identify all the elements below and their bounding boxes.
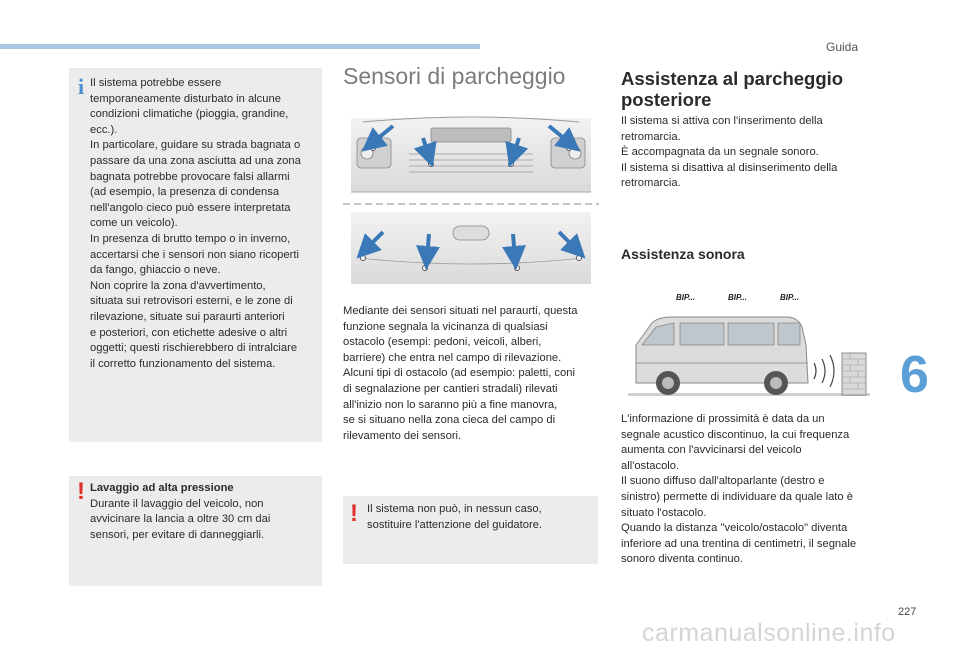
- bip-label: BIP...: [676, 293, 695, 302]
- text-line: ecc.).: [90, 123, 118, 136]
- text-line: retromarcia.: [621, 177, 681, 190]
- text-line: situata sui retrovisori esterni, e le zone di: [90, 295, 293, 308]
- text-line: Mediante dei sensori situati nel paraurti, questa: [343, 305, 578, 317]
- text-line: nell'angolo cieco può essere interpretata: [90, 201, 291, 214]
- text-line: In particolare, guidare su strada bagnata o: [90, 139, 301, 152]
- text-line: Il sistema non può, in nessun caso,: [367, 503, 542, 515]
- watermark: carmanualsonline.info: [642, 619, 896, 647]
- bip-label: BIP...: [780, 293, 799, 302]
- text-line: bagnata potrebbe provocare falsi allarmi: [90, 170, 290, 183]
- text-line: segnale acustico discontinuo, la cui frequenza: [621, 428, 850, 441]
- text-line: passare da una zona asciutta ad una zona: [90, 154, 301, 167]
- text-line: di segnalazione per cantieri stradali) rilevati: [343, 382, 558, 395]
- warning-icon: !: [77, 478, 85, 505]
- text-line: il corretto funzionamento del sistema.: [90, 357, 276, 370]
- text-line: retromarcia.: [621, 130, 681, 143]
- warning-attention-text: [367, 502, 595, 533]
- text-line: avvicinare la lancia a oltre 30 cm dai: [90, 513, 271, 526]
- rear-assist-title: [621, 68, 871, 110]
- text-line: Quando la distanza "veicolo/ostacolo" diventa: [621, 522, 848, 535]
- text-line: aumenta con l'avvicinarsi del veicolo: [621, 444, 802, 457]
- text-line: sostituire l'attenzione del guidatore.: [367, 518, 543, 531]
- rear-assist-intro: [621, 114, 881, 192]
- header-accent-bar: [0, 44, 480, 49]
- text-line: rilevamento dei sensori.: [343, 429, 462, 442]
- warning-washing-text: [90, 481, 320, 543]
- text-line: Non coprire la zona d'avvertimento,: [90, 279, 266, 292]
- wall-obstacle: [842, 353, 866, 395]
- section-tag: Guida: [826, 40, 859, 54]
- audio-assist-description: [621, 412, 883, 568]
- text-line: condizioni climatiche (pioggia, grandine,: [90, 108, 289, 121]
- text-line: temporaneamente disturbato in alcune: [90, 92, 281, 105]
- info-text: [90, 76, 320, 372]
- text-line: da fango, ghiaccio o neve.: [90, 264, 221, 277]
- text-line: ostacolo (esempi: pedoni, veicoli, alberi,: [343, 336, 542, 349]
- text-line: È accompagnata da un segnale sonoro.: [621, 146, 819, 159]
- text-line: situato l'ostacolo.: [621, 506, 707, 519]
- sensors-description: [343, 304, 601, 444]
- text-line: inferiore ad una trentina di centimetri, il segnale: [621, 537, 857, 550]
- text-line: e posteriori, con etichette adesive o altri: [90, 326, 288, 339]
- van-reversing-illustration: [628, 305, 870, 401]
- text-line: oggetti; questi rischierebbero di intralciare: [90, 342, 298, 355]
- text-line: come un veicolo).: [90, 217, 178, 230]
- bip-label: BIP...: [728, 293, 747, 302]
- text-line: Il suono diffuso dall'altoparlante (destro e: [621, 475, 825, 488]
- text-line: (ad esempio, la presenza di condensa: [90, 186, 280, 199]
- bumper-sensors-illustration: [343, 108, 599, 294]
- text-line: all'ostacolo.: [621, 459, 680, 472]
- warning-icon: !: [350, 500, 358, 527]
- text-line: accertarsi che i sensori non siano ricoperti: [90, 248, 299, 261]
- text-line: rilevazione, situate sui paraurti anteriori: [90, 310, 285, 323]
- text-line: barriere) che entra nel campo di rilevazione.: [343, 351, 562, 364]
- text-line: In presenza di brutto tempo o in inverno,: [90, 232, 291, 245]
- rear-assist-title-line2: posteriore: [621, 89, 712, 110]
- info-icon: i: [78, 74, 85, 99]
- text-line: Durante il lavaggio del veicolo, non: [90, 497, 264, 510]
- audio-assist-subtitle: Assistenza sonora: [621, 246, 745, 262]
- text-line: funzione segnala la vicinanza di qualsiasi: [343, 320, 548, 333]
- text-line: Il sistema si attiva con l'inserimento della: [621, 115, 823, 127]
- text-line: sensori, per evitare di danneggiarli.: [90, 528, 265, 541]
- text-line: Alcuni tipi di ostacolo (ad esempio: paletti, coni: [343, 367, 575, 380]
- text-line: Il sistema potrebbe essere: [90, 77, 222, 89]
- page-title: Sensori di parcheggio: [343, 63, 566, 89]
- rear-assist-title-line1: Assistenza al parcheggio: [621, 68, 844, 89]
- warning-washing-title: Lavaggio ad alta pressione: [90, 482, 234, 494]
- text-line: se si situano nella zona cieca del campo di: [343, 414, 556, 427]
- text-line: sonoro diventa continuo.: [621, 553, 743, 566]
- text-line: sinistro) permette di individuare da quale lato è: [621, 490, 853, 503]
- text-line: all'inizio non lo saranno più a fine manovra,: [343, 398, 558, 411]
- text-line: Il sistema si disattiva al disinserimento della: [621, 161, 838, 174]
- page-number: 227: [898, 606, 917, 618]
- rear-bumper-drawing: [351, 212, 591, 284]
- chapter-number: 6: [900, 346, 929, 404]
- warning-washing-body: [90, 497, 320, 544]
- front-bumper-drawing: [351, 117, 591, 192]
- text-line: L'informazione di prossimità è data da un: [621, 413, 825, 425]
